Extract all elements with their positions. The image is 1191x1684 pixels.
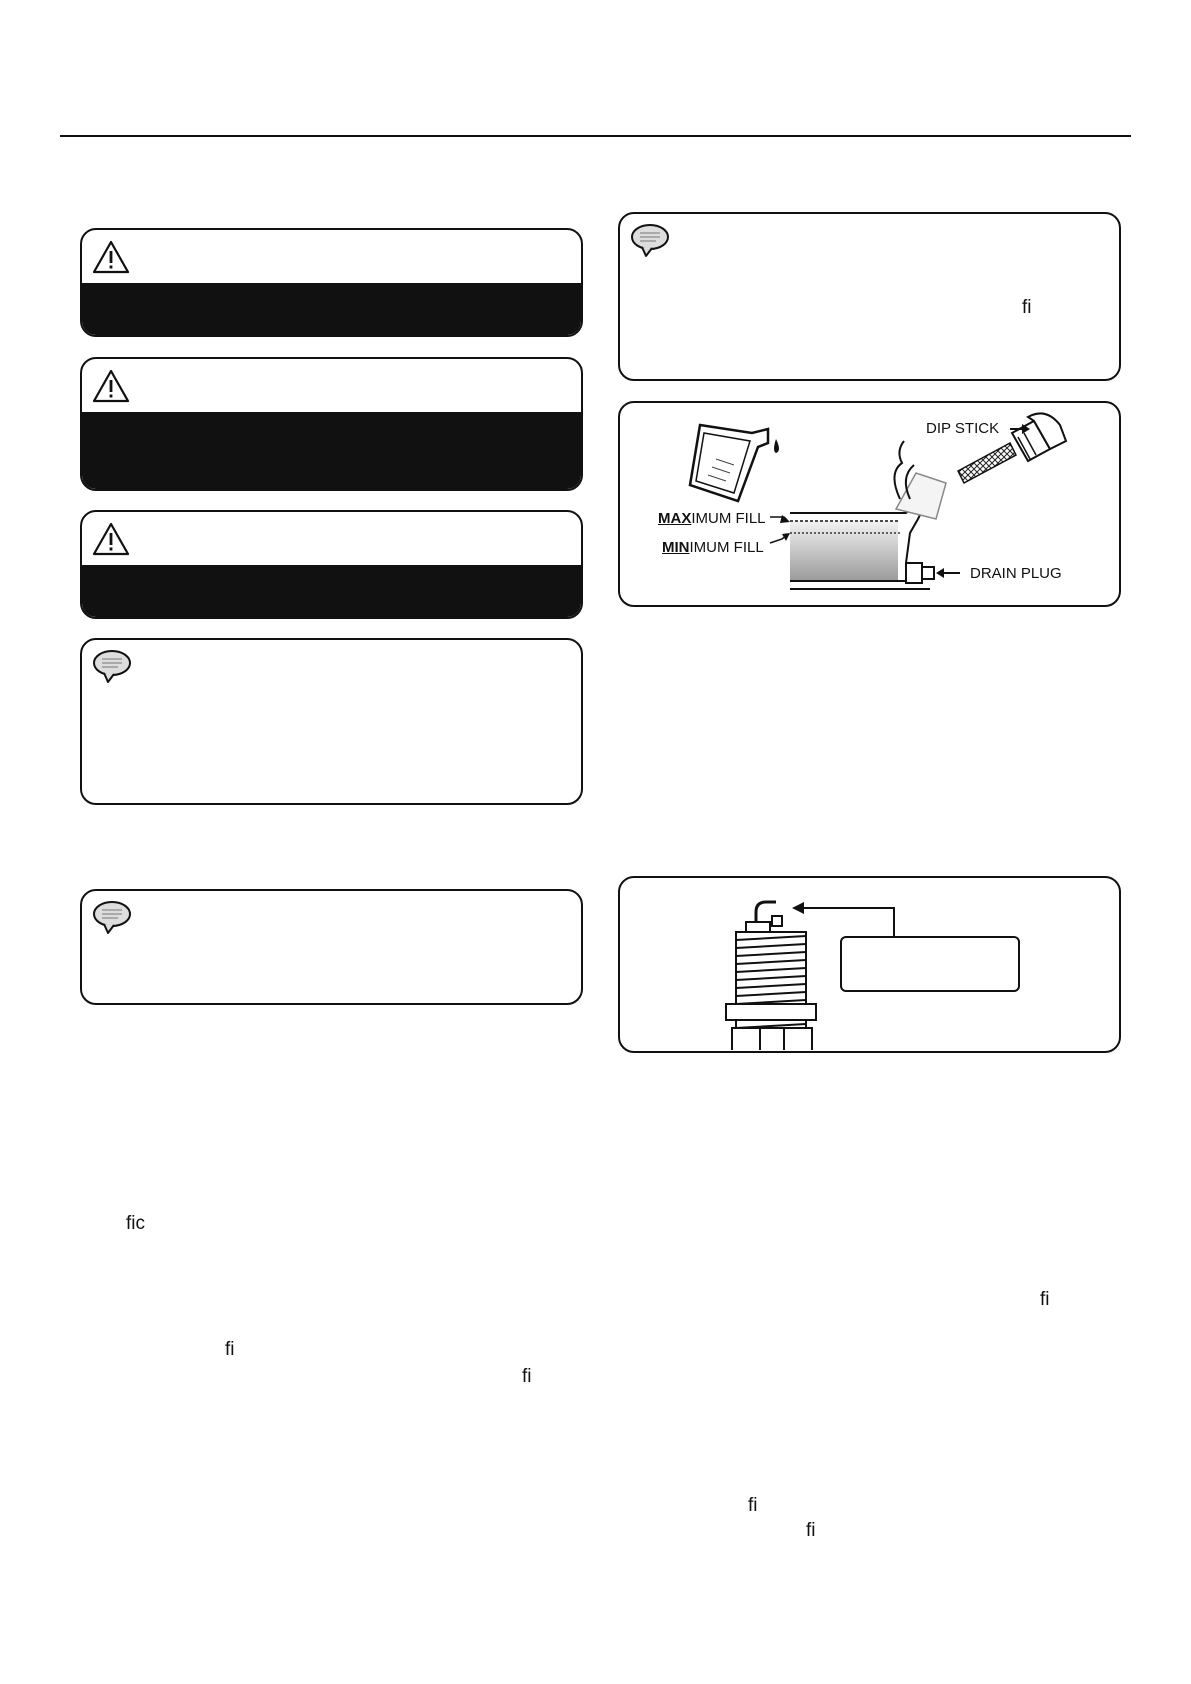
speech-bubble-icon [630,222,672,258]
warning-box-1 [80,228,583,337]
maximum-fill-label: MAXIMUM FILL [658,510,766,527]
drain-plug-label: DRAIN PLUG [970,565,1062,582]
note-box-right [618,212,1121,381]
note-box-2 [80,889,583,1005]
warning-box-3 [80,510,583,619]
text-fragment: fi [225,1339,235,1360]
warning-triangle-icon [92,240,130,274]
text-fragment: fi [522,1366,532,1387]
warning-box-2 [80,357,583,491]
text-fragment: fi [806,1520,816,1541]
gap-callout-box [840,936,1020,992]
text-fragment: fic [126,1213,145,1234]
speech-bubble-icon [92,899,134,935]
warning-band [82,565,581,617]
note-box-1 [80,638,583,805]
text-fragment: fi [1022,297,1032,318]
oil-fill-diagram [618,401,1121,607]
warning-band [82,412,581,489]
spark-plug-diagram [618,876,1121,1053]
minimum-fill-label: MINIMUM FILL [662,539,764,556]
dip-stick-label: DIP STICK [926,420,1000,437]
speech-bubble-icon [92,648,134,684]
warning-band [82,283,581,335]
oil-can-icon [690,425,779,501]
warning-triangle-icon [92,522,130,556]
warning-triangle-icon [92,369,130,403]
header-rule [60,135,1131,137]
text-fragment: fi [1040,1289,1050,1310]
text-fragment: fi [748,1495,758,1516]
